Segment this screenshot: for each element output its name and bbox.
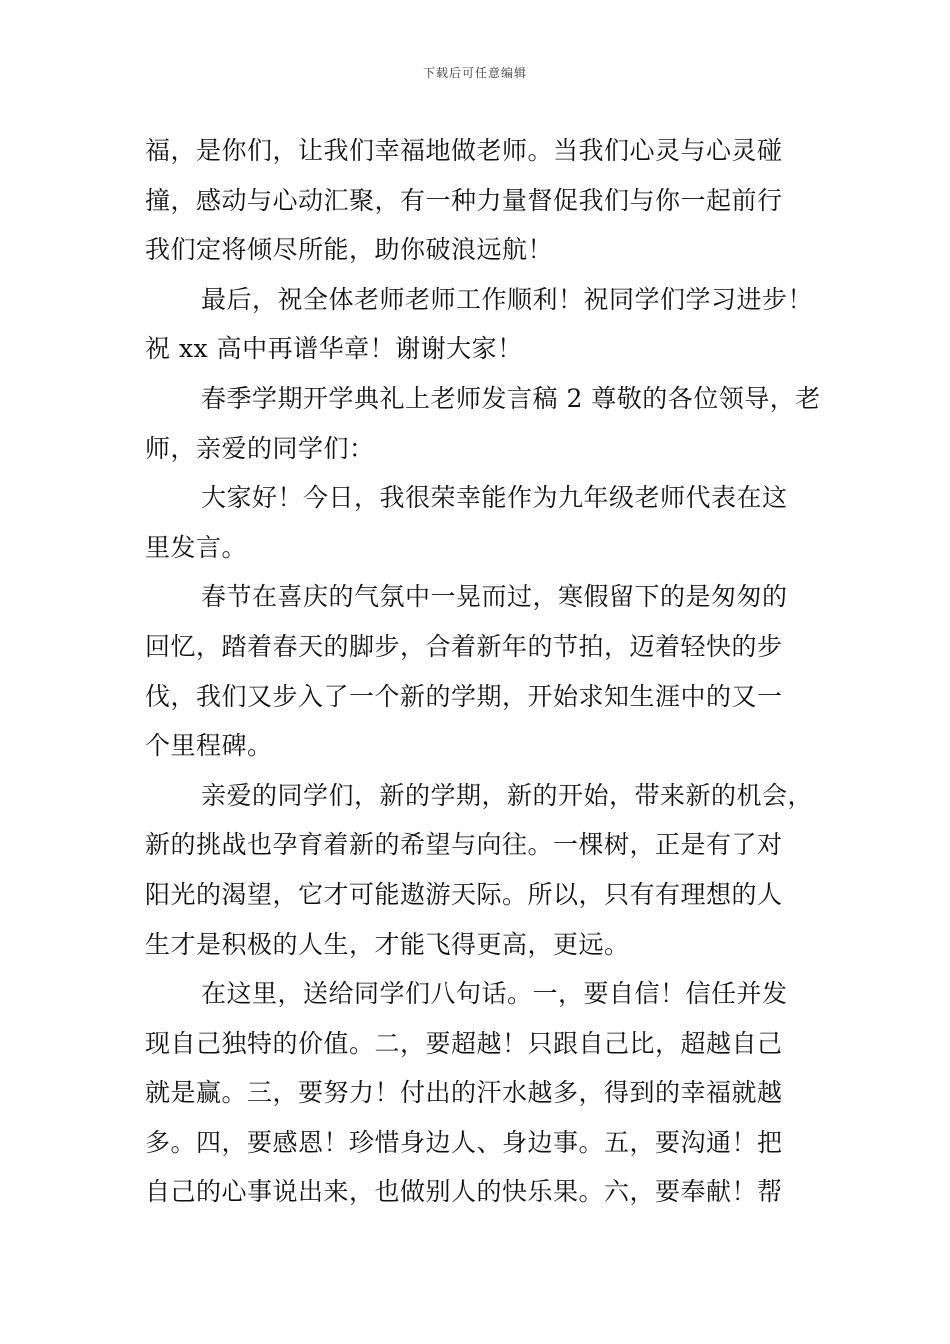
text-line: 大家好！今日，我很荣幸能作为九年级老师代表在这 <box>201 483 788 513</box>
text-line: 伐，我们又步入了一个新的学期，开始求知生涯中的又一 <box>145 681 783 711</box>
text-line: 回忆，踏着春天的脚步，合着新年的节拍，迈着轻快的步 <box>145 631 783 661</box>
text-line: 现自己独特的价值。二，要超越！只跟自己比，超越自己 <box>145 1028 783 1058</box>
text-line: 个里程碑。 <box>145 731 273 761</box>
text-line: 撞，感动与心动汇聚，有一种力量督促我们与你一起前行 <box>145 185 783 215</box>
text-line: 春季学期开学典礼上老师发言稿 2 尊敬的各位领导，老 <box>201 383 821 413</box>
text-line: 亲爱的同学们，新的学期，新的开始，带来新的机会， <box>201 780 814 810</box>
text-line: 最后，祝全体老师老师工作顺利！祝同学们学习进步！ <box>201 284 814 314</box>
text-line: 新的挑战也孕育着新的希望与向往。一棵树，正是有了对 <box>145 830 783 860</box>
text-line: 祝 xx 高中再谱华章！谢谢大家！ <box>145 334 523 364</box>
text-line: 福，是你们，让我们幸福地做老师。当我们心灵与心灵碰 <box>145 136 783 165</box>
text-line: 师，亲爱的同学们： <box>145 433 375 463</box>
text-line: 自己的心事说出来，也做别人的快乐果。六，要奉献！帮 <box>145 1177 783 1207</box>
text-line: 多。四，要感恩！珍惜身边人、身边事。五，要沟通！把 <box>145 1127 783 1157</box>
document-body <box>145 126 821 1217</box>
text-line: 生才是积极的人生，才能飞得更高，更远。 <box>145 929 630 959</box>
text-line: 我们定将倾尽所能，助你破浪远航！ <box>145 235 554 265</box>
text-line: 里发言。 <box>145 532 248 562</box>
text-line: 在这里，送给同学们八句话。一，要自信！信任并发 <box>201 979 788 1009</box>
text-line: 阳光的渴望，它才可能遨游天际。所以，只有有理想的人 <box>145 879 783 909</box>
page-header: 下载后可任意编辑 <box>422 66 527 80</box>
text-line: 春节在喜庆的气氛中一晃而过，寒假留下的是匆匆的 <box>201 582 788 612</box>
text-line: 就是赢。三，要努力！付出的汗水越多，得到的幸福就越 <box>145 1078 783 1108</box>
